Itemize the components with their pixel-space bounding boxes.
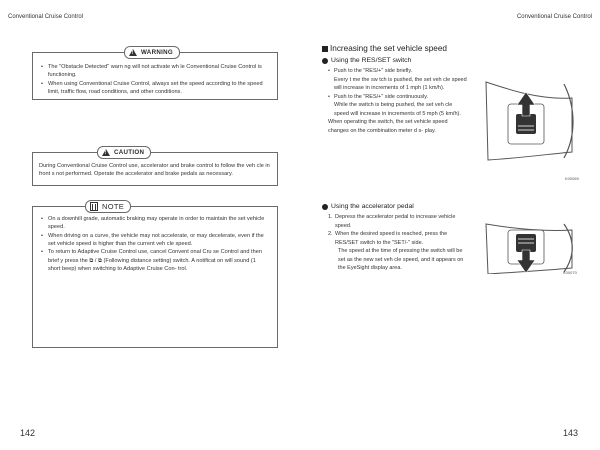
accel-pedal-content	[326, 213, 468, 273]
accel-pedal-heading	[322, 203, 414, 210]
caution-label-tab	[97, 146, 151, 159]
down-arrow-icon	[517, 250, 535, 273]
figure-code-2: K00070	[563, 270, 577, 275]
warning-box	[32, 49, 278, 100]
note-icon	[90, 202, 98, 211]
accel-pedal-heading-text: Using the accelerator pedal	[331, 203, 414, 210]
accel-step-1-text: Depress the accelerator pedal to increase vehicle speed.	[335, 214, 456, 229]
note-label: NOTE	[102, 202, 125, 211]
warning-label-tab	[124, 46, 180, 59]
wheel-rim	[564, 224, 572, 272]
right-page-header: Conventional Cruise Control	[516, 14, 592, 20]
caution-triangle-icon	[102, 149, 110, 156]
left-page-number: 142	[20, 428, 36, 438]
note-item: • On a downhill grade, automatic braking may operate in order to maintain the set vehicle speed.	[41, 215, 269, 231]
warning-item: • When using Conventional Cruise Control, always set the speed according to the speed limit, traffic flow, road conditions, and other conditions.	[41, 80, 269, 96]
warning-list	[33, 53, 277, 100]
res-switch-bullet-2: • Push to the "RES/+" side continuously.	[326, 93, 468, 102]
res-switch-para-2: While the switch is being pushed, the set veh cle speed will increase in increments of 5 mph (5 km/h).	[334, 102, 461, 117]
accel-step-2-number: 2.	[328, 231, 333, 238]
figure-code-1: K00069	[565, 176, 579, 181]
res-set-switch	[516, 114, 536, 134]
res-switch-para-1: Every t me the sw tch is pushed, the set veh cle speed will increase in increments of 1 mph (1 km/h).	[334, 76, 467, 92]
accel-step-1-number: 1.	[328, 214, 333, 220]
section-title	[322, 44, 447, 53]
bullet-dot-icon	[322, 58, 328, 64]
note-item: • When driving on a curve, the vehicle may not accelerate, or may decelerate, even if the set vehicle speed is higher than the current veh cle speed.	[41, 232, 269, 248]
right-page-number: 143	[562, 428, 578, 438]
section-square-icon	[322, 46, 328, 52]
caution-label: CAUTION	[114, 149, 145, 156]
caution-text: During Conventional Cruise Control use, accelerator and brake control to follow the veh cle in front s not performed. Operate the accelerator and brake pedals as necessary.	[39, 163, 270, 178]
warning-triangle-icon	[129, 49, 137, 56]
warning-item: • The "Obstacle Detected" warn ng will not activate wh le Conventional Cruise Control is functioning.	[41, 63, 269, 79]
steering-switch-down-figure	[480, 222, 576, 274]
note-label-tab	[85, 200, 131, 213]
accel-step-1	[326, 213, 468, 230]
caution-box	[32, 149, 278, 186]
accel-step-2-para: The speed at the time of pressing the switch will be set as the new set veh cle speed, and it appears on the EyeSight display area.	[338, 248, 464, 272]
res-switch-bullet-1: • Push to the "RES/+" side briefly.	[326, 67, 468, 76]
note-box	[32, 202, 278, 348]
accel-step-2-text: When the desired speed is reached, press the RES/SET switch to the "SET/-" side.	[335, 231, 448, 246]
note-item: • To return to Adaptive Cruise Control use, cancel Convent onal Cru se Control and then brief y press the ⧉ / ⧉ (Following distance setting) switch. A notificat on will sound (1 short beep) when switching to Adaptive Cruise Con- trol.	[41, 248, 269, 272]
note-list	[33, 207, 277, 277]
warning-label: WARNING	[141, 49, 174, 56]
res-switch-content	[326, 67, 468, 135]
res-switch-para-3: When operating the switch, the set vehicle speed changes on the combination meter d s- play.	[328, 119, 448, 134]
res-switch-heading-text: Using the RES/SET switch	[331, 57, 412, 64]
res-switch-heading	[322, 57, 411, 64]
bullet-dot-icon	[322, 204, 328, 210]
section-title-text: Increasing the set vehicle speed	[330, 44, 447, 53]
up-arrow-icon	[517, 92, 535, 116]
steering-switch-up-figure	[480, 78, 576, 162]
accel-step-2	[326, 230, 468, 247]
left-page-header: Conventional Cruise Control	[8, 14, 84, 20]
